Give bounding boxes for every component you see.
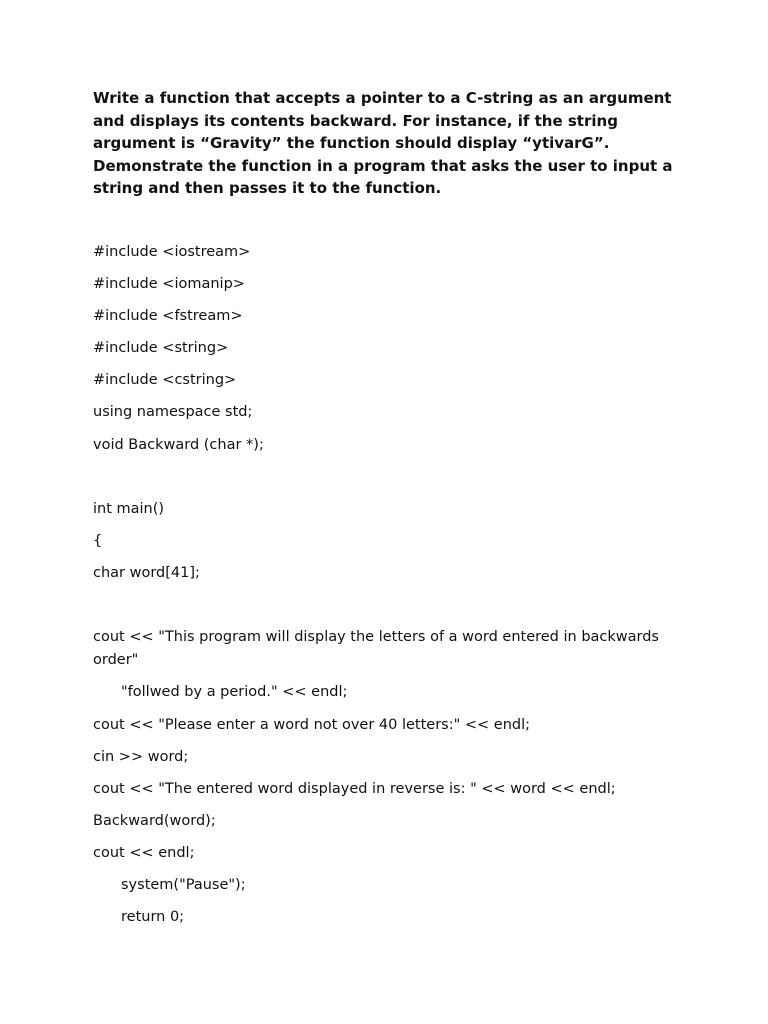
code-line-cout-intro: cout << "This program will display the letters of a word entered in backwards order" <box>93 629 659 668</box>
problem-statement: Write a function that accepts a pointer to a C-string as an argument and displays its contents backward. For instance, if the string argument is “Gravity” the function should display “ytivarG”. Demonstrate the function in a program that asks the user to input a string and then passes it to the function. <box>93 89 673 197</box>
code-line-cout-endl: cout << endl; <box>93 845 195 861</box>
code-line-cout-reverse: cout << "The entered word displayed in reverse is: " << word << endl; <box>93 781 616 797</box>
code-line-include-cstring: #include <cstring> <box>93 372 237 388</box>
code-line-declare-word: char word[41]; <box>93 565 200 581</box>
code-line-cin: cin >> word; <box>93 749 189 765</box>
code-line-include-string: #include <string> <box>93 340 229 356</box>
code-line-call-backward: Backward(word); <box>93 813 216 829</box>
code-line-include-iostream: #include <iostream> <box>93 244 251 260</box>
code-line-system-pause: system("Pause"); <box>121 877 246 893</box>
code-line-return: return 0; <box>121 909 185 925</box>
code-line-include-fstream: #include <fstream> <box>93 308 243 324</box>
code-line-include-iomanip: #include <iomanip> <box>93 276 245 292</box>
code-line-cout-prompt: cout << "Please enter a word not over 40 letters:" << endl; <box>93 717 531 733</box>
code-line-prototype: void Backward (char *); <box>93 437 264 453</box>
code-line-using-namespace: using namespace std; <box>93 404 253 420</box>
code-line-cout-period: "follwed by a period." << endl; <box>121 684 348 700</box>
code-line-main: int main() <box>93 501 165 517</box>
code-line-open-brace: { <box>93 533 103 549</box>
